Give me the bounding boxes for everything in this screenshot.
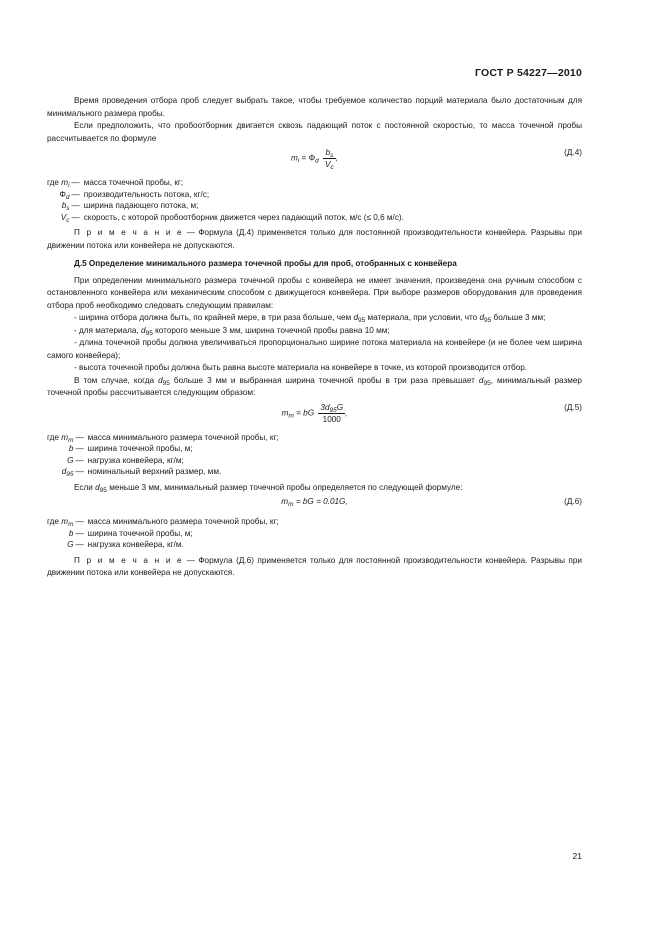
- paragraph-small-material: Если $d_{95}$ меньше 3 мм, минимальный размер точечной пробы определяется по следующей формуле:: [74, 482, 463, 494]
- document-header: ГОСТ Р 54227—2010: [474, 67, 582, 79]
- where-list-d4: где $m_i$ — масса точечной пробы, кг; $\Phi_d$ — производительность потока, кг/с; $b_s$ — ширина падающего потока, м; $V_c$ — скорость, с которой пробоотборник движется через падающий поток, м/с (≤ 0,6 м/с).: [47, 178, 404, 224]
- section-heading-d5: Д.5 Определение минимального размера точечной пробы для проб, отобранных с конвейера: [74, 259, 457, 268]
- paragraph-sampler-motion: Если предположить, что пробоотборник двигается сквозь падающий поток с постоянной скоростью, то масса точечной пробы рассчитывается по формуле: [47, 121, 582, 143]
- rule-width: - ширина отбора должна быть, по крайней мере, в три раза больше, чем $d_{95}$ материала, при условии, что $d_{95}$ больше 3 мм;: [74, 313, 546, 324]
- rule-height: - высота точечной пробы должна быть равна высоте материала на конвейере в точке, из которой производится отбор.: [74, 363, 528, 372]
- equation-number-d5: (Д.5): [564, 402, 582, 412]
- where-list-d5: где $m_m$ — масса минимального размера точечной пробы, кг; b — ширина точечной пробы, м; G — нагрузка конвейера, кг/м; $d_{95}$ — номинальный верхний размер, мм.: [47, 432, 279, 478]
- equation-number-d6: (Д.6): [564, 497, 582, 506]
- note-d4: П р и м е ч а н и е — Формула (Д.4) применяется только для постоянной производительности конвейера. Разрывы при движении потока или конвейера не допускаются.: [47, 228, 582, 250]
- paragraph-sampling-time: Время проведения отбора проб следует выбрать такое, чтобы требуемое количество порций материала было достаточным для минимального размера пробы.: [47, 96, 582, 118]
- paragraph-conveyor-sampling: При определении минимального размера точечной пробы с конвейера не имеет значения, произведена она ручным способом с остановленного конвейера или механическим способом с движущегося конвейера. При выборе размеров оборудования для проведения отбора проб необходимо следовать следующим правилам:: [47, 275, 582, 310]
- equation-number-d4: (Д.4): [564, 148, 582, 157]
- formula-d4: $m_i = \Phi_d$ $\frac{b_s}{V_c}$ , (Д.4): [290, 148, 582, 171]
- rule-length: - длина точечной пробы должна увеличиваться пропорционально ширине потока материала на конвейере (и не более чем ширина самого конвейера);: [47, 338, 582, 360]
- formula-d6: $m_m$ = bG = 0.01G, (Д.6): [281, 497, 582, 508]
- page-number: 21: [572, 851, 582, 861]
- where-list-d6: где $m_m$ — масса минимального размера точечной пробы, кг; b — ширина точечной пробы, м; G — нагрузка конвейера, кг/м.: [47, 517, 279, 549]
- formula-d5: $m_m$ = bG $\frac{3d_{95}G}{1000}$ , (Д.5): [281, 402, 582, 424]
- paragraph-large-material: В том случае, когда $d_{95}$ больше 3 мм и выбранная ширина точечной пробы в три раза превышает $d_{95}$, минимальный размер точечной пробы рассчитывается следующим образом:: [47, 375, 582, 397]
- fraction-d5: $\frac{3d_{95}G}{1000}$: [320, 402, 344, 424]
- page-content: [47, 95, 582, 580]
- note-d6: П р и м е ч а н и е — Формула (Д.6) применяется только для постоянной производительности конвейера. Разрывы при движении потока или конвейера не допускаются.: [47, 555, 582, 577]
- fraction-d4: $\frac{b_s}{V_c}$: [325, 148, 334, 171]
- rule-small-material: - для материала, $d_{95}$ которого меньше 3 мм, ширина точечной пробы равна 10 мм;: [74, 325, 390, 337]
